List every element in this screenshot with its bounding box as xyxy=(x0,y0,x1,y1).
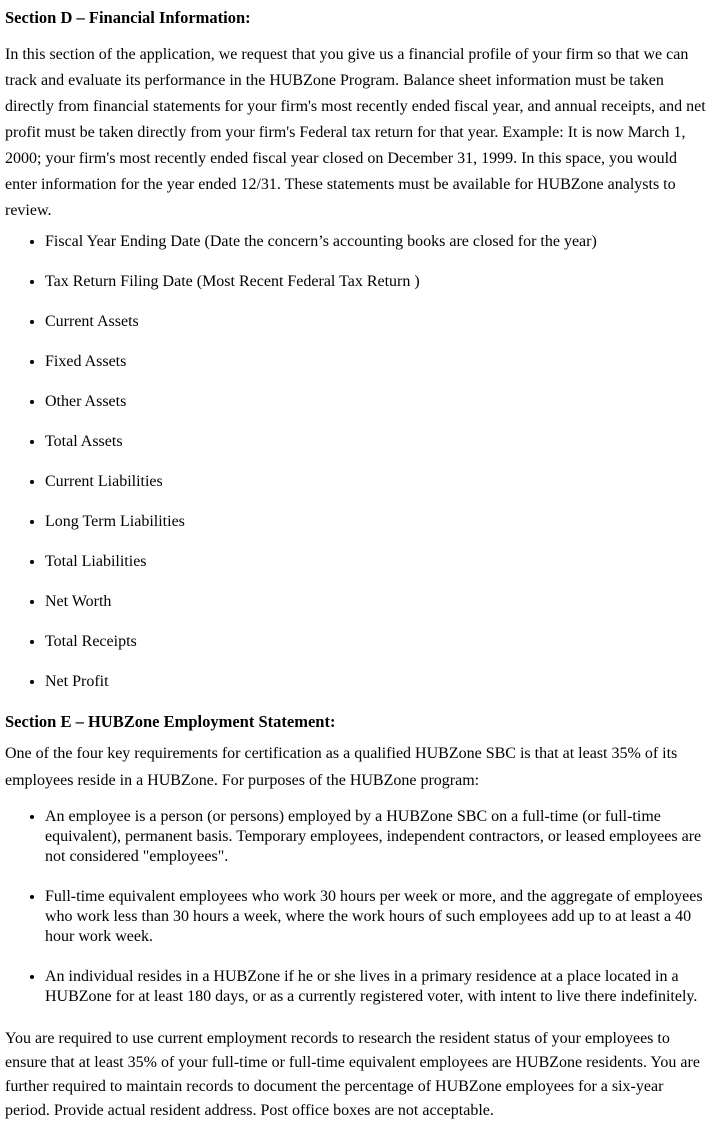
list-item: • Tax Return Filing Date (Most Recent Federal Tax Return ) xyxy=(45,272,711,292)
list-item: • Total Receipts xyxy=(45,632,711,652)
section-e xyxy=(5,712,711,1123)
list-item: • Full-time equivalent employees who work 30 hours per week or more, and the aggregate of employees who work less than 30 hours a week, where the work hours of such employees add up to at least a 40 hour work week. xyxy=(45,887,711,947)
section-e-intro-paragraph: One of the four key requirements for certification as a qualified HUBZone SBC is that at least 35% of its employees reside in a HUBZone. For purposes of the HUBZone program: xyxy=(5,745,678,789)
section-e-closing-paragraph: You are required to use current employment records to research the resident status of your employees to ensure that at least 35% of your full-time or full-time equivalent employees are HUBZone residents. You are further required to maintain records to document the percentage of HUBZone employees for a six-year period. Provide actual resident address. Post office boxes are not acceptable. xyxy=(5,1030,700,1119)
list-item: • Net Worth xyxy=(45,592,711,612)
section-d-heading: Section D – Financial Information: xyxy=(5,8,251,27)
list-item: • Total Assets xyxy=(45,432,711,452)
section-d xyxy=(5,8,711,692)
list-item: • Other Assets xyxy=(45,392,711,412)
list-item: • Current Liabilities xyxy=(45,472,711,492)
list-item: • An individual resides in a HUBZone if he or she lives in a primary residence at a place located in a HUBZone for at least 180 days, or as a currently registered voter, with intent to live there indefinitely. xyxy=(45,967,711,1007)
employment-definitions-list xyxy=(5,807,711,1007)
financial-items-list xyxy=(5,232,711,692)
list-item: • Fiscal Year Ending Date (Date the concern’s accounting books are closed for the year) xyxy=(45,232,711,252)
list-item: • An employee is a person (or persons) employed by a HUBZone SBC on a full-time (or full-time equivalent), permanent basis. Temporary employees, independent contractors, or leased employees are not considered "employees". xyxy=(45,807,711,867)
list-item: • Fixed Assets xyxy=(45,352,711,372)
list-item: • Current Assets xyxy=(45,312,711,332)
list-item: • Net Profit xyxy=(45,672,711,692)
list-item: • Total Liabilities xyxy=(45,552,711,572)
section-e-heading: Section E – HUBZone Employment Statement: xyxy=(5,712,336,731)
section-d-intro-paragraph: In this section of the application, we request that you give us a financial profile of your firm so that we can track and evaluate its performance in the HUBZone Program. Balance sheet information must be taken directly from financial statements for your firm's most recently ended fiscal year, and annual receipts, and net profit must be taken directly from your firm's Federal tax return for that year. Example: It is now March 1, 2000; your firm's most recently ended fiscal year closed on December 31, 1999. In this space, you would enter information for the year ended 12/31. These statements must be available for HUBZone analysts to review. xyxy=(5,46,706,219)
list-item: • Long Term Liabilities xyxy=(45,512,711,532)
